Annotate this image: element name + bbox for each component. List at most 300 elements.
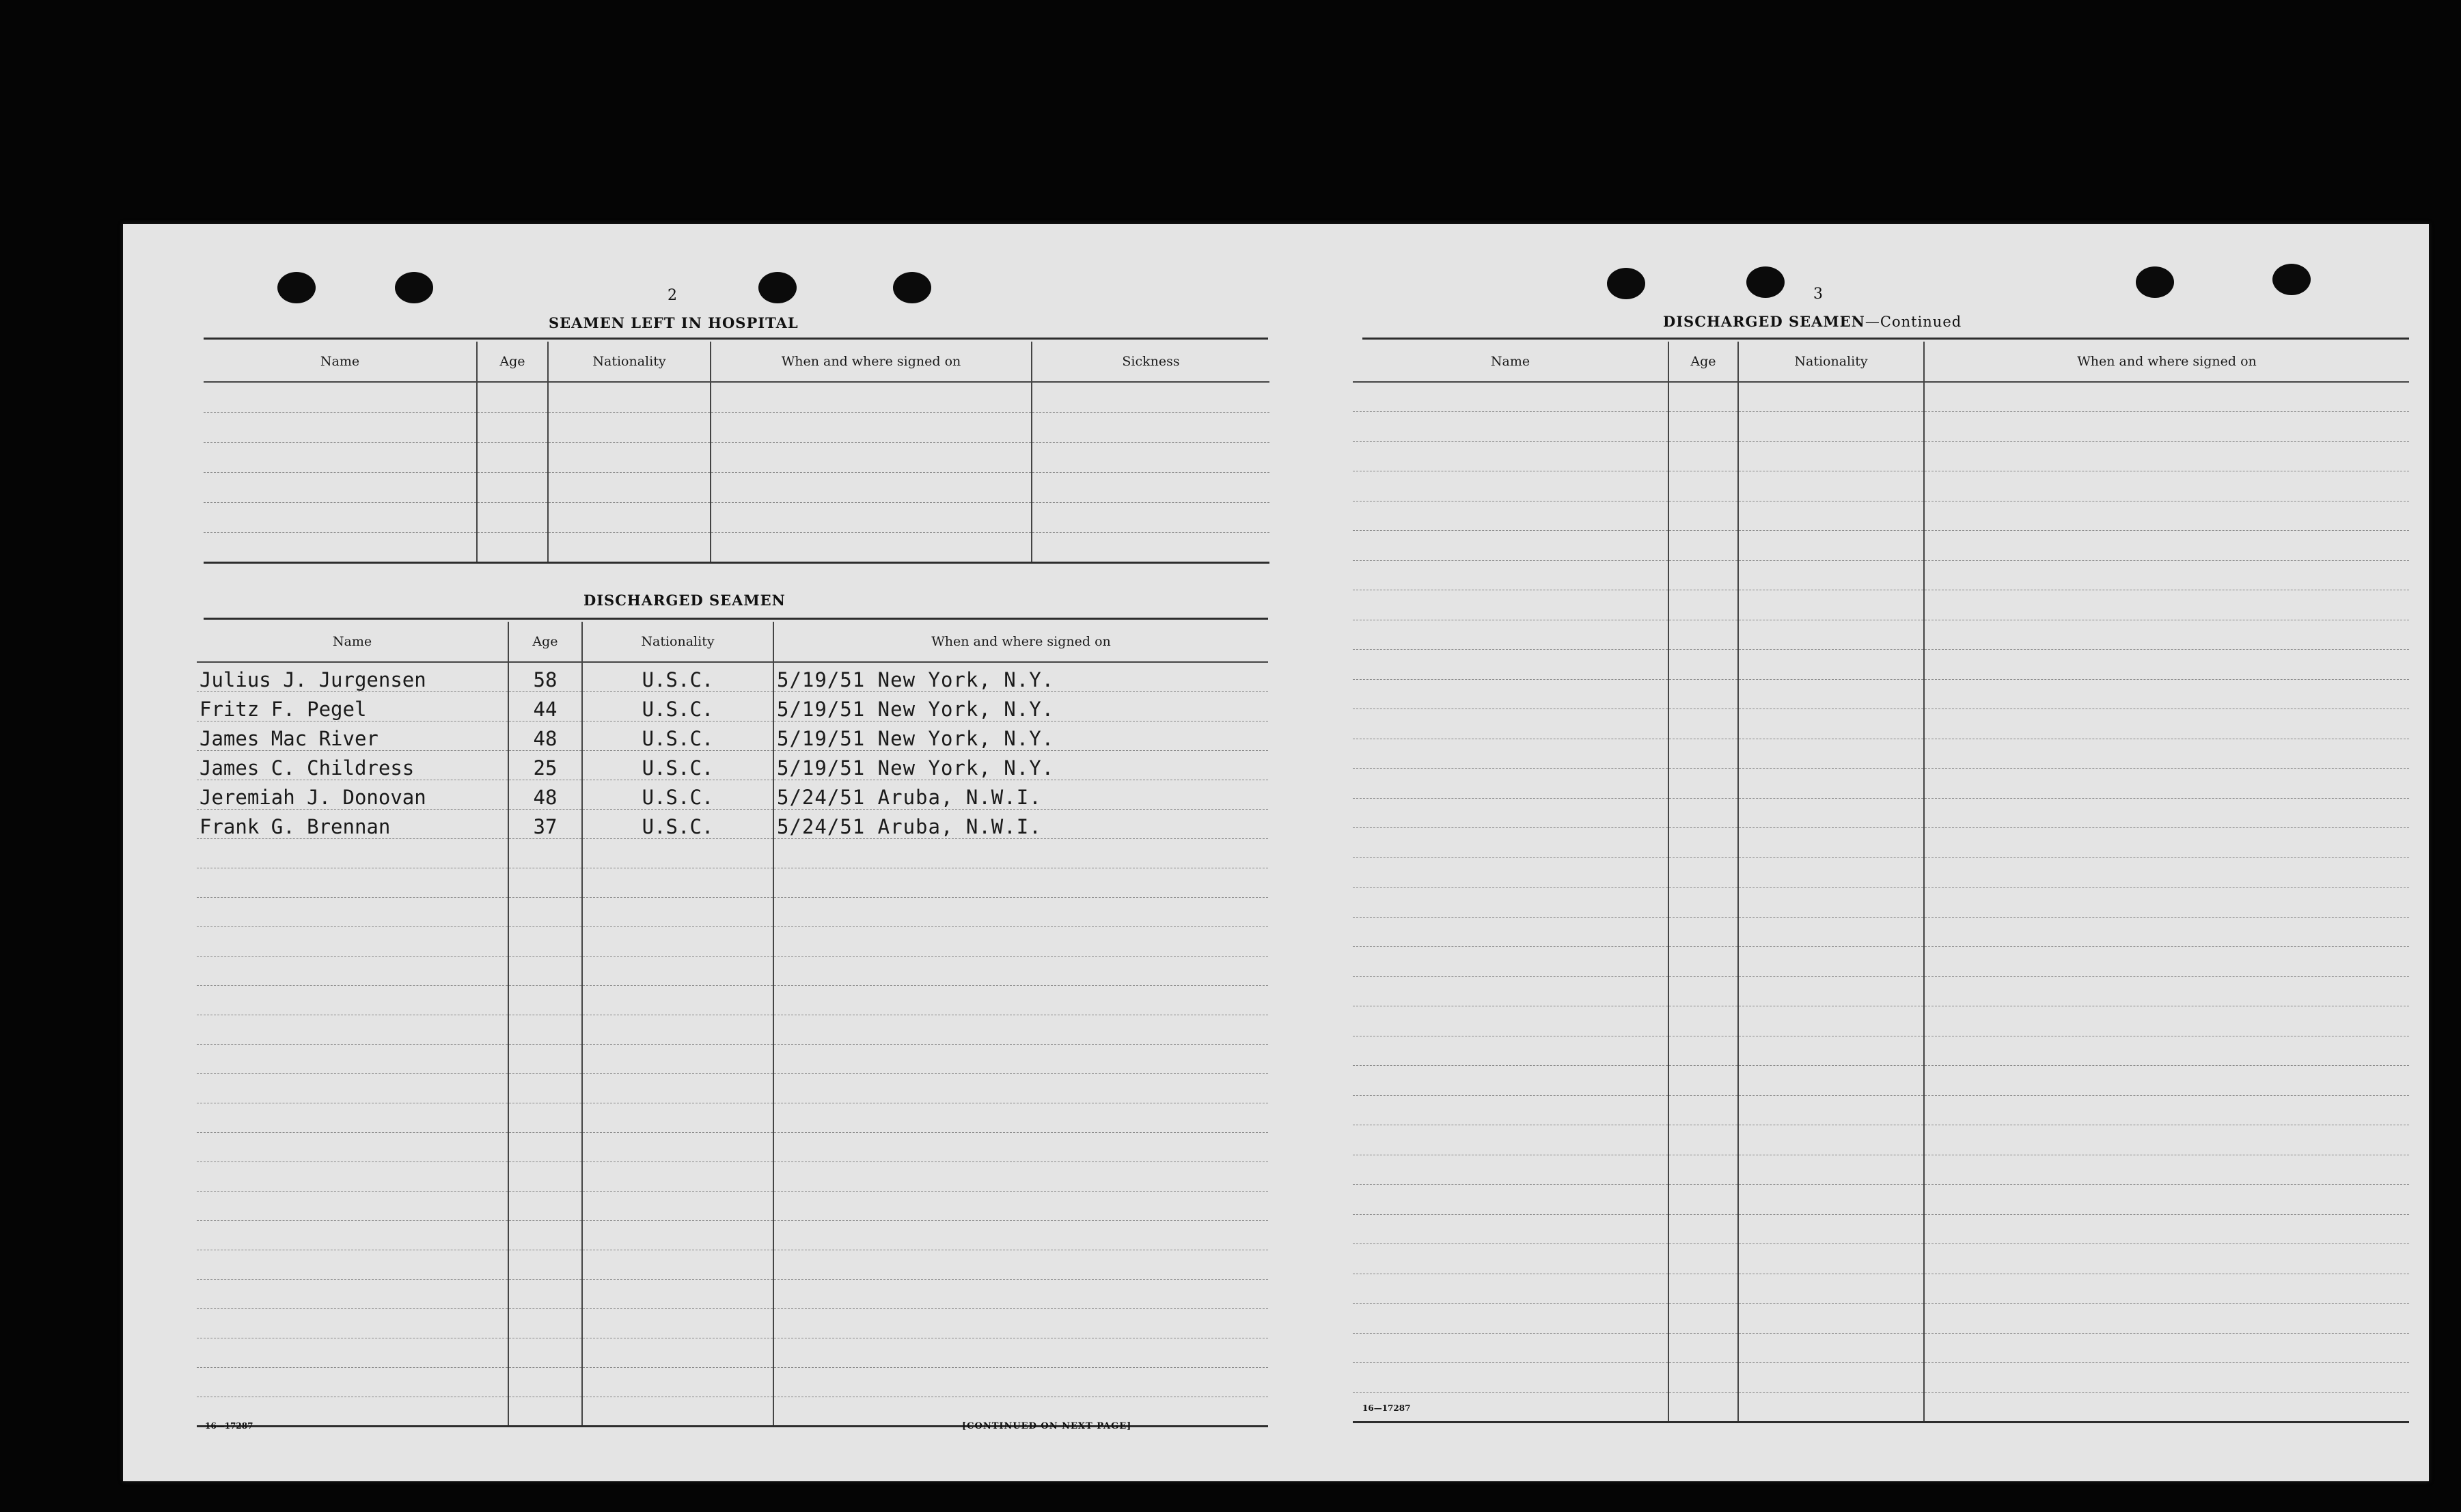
table-row (1353, 1185, 2409, 1215)
cell-nat (582, 1308, 773, 1338)
cell-name (1353, 679, 1668, 709)
cell-nat (582, 1162, 773, 1191)
table-row (1353, 857, 2409, 888)
form-code: 16—17287 (1362, 1403, 1411, 1413)
cell-name (1353, 888, 1668, 918)
cell-name (1353, 441, 1668, 471)
column-header-when-where: When and where signed on (711, 342, 1032, 382)
cell-nat (1738, 1125, 1924, 1155)
cell-name (197, 985, 508, 1015)
cell-nat (1738, 1006, 1924, 1036)
cell-nat (582, 1220, 773, 1250)
cell-where (1924, 1333, 2409, 1363)
cell-name (204, 502, 477, 532)
cell-where (773, 926, 1268, 956)
punch-hole (893, 272, 931, 303)
cell-nat (1738, 1185, 1924, 1215)
cell-nat (582, 1279, 773, 1308)
cell-nat (582, 1044, 773, 1073)
cell-nat (1738, 976, 1924, 1006)
cell-where (1924, 947, 2409, 977)
cell-where (1924, 709, 2409, 739)
form-code: 16—17287 (205, 1421, 253, 1431)
column-header-when-where: When and where signed on (773, 622, 1268, 662)
column-header-age: Age (508, 622, 582, 662)
cell-age (1668, 531, 1738, 561)
hospital-table (204, 342, 1269, 564)
column-header-sickness: Sickness (1032, 342, 1269, 382)
cell-where (1924, 650, 2409, 680)
cell-where (711, 532, 1032, 562)
cell-nat (1738, 1392, 1924, 1422)
cell-where (1924, 1214, 2409, 1244)
table-row (1353, 1095, 2409, 1125)
cell-nat (548, 442, 711, 472)
cell-name (1353, 1095, 1668, 1125)
cell-name (1353, 620, 1668, 650)
cell-where (1924, 501, 2409, 531)
cell-where (773, 1044, 1268, 1073)
cell-nat (1738, 739, 1924, 769)
cell-age (477, 532, 548, 562)
cell-age (1668, 1066, 1738, 1096)
cell-where: 5/19/51 New York, N.Y. (773, 721, 1268, 750)
cell-nat (1738, 441, 1924, 471)
cell-where (1924, 1363, 2409, 1393)
cell-age (1668, 1214, 1738, 1244)
cell-name (197, 1191, 508, 1220)
cell-name (197, 1250, 508, 1279)
cell-sick (1032, 502, 1269, 532)
cell-where (711, 382, 1032, 412)
cell-age (1668, 1333, 1738, 1363)
cell-nat (582, 838, 773, 868)
cell-name (197, 897, 508, 926)
cell-name (197, 1073, 508, 1103)
table-row (1353, 679, 2409, 709)
table-row (1353, 382, 2409, 412)
cell-where (1924, 1125, 2409, 1155)
cell-age (1668, 412, 1738, 442)
cell-name: Jeremiah J. Donovan (197, 780, 508, 809)
table-row (197, 1191, 1268, 1220)
cell-name (197, 838, 508, 868)
cell-nat (582, 1367, 773, 1397)
cell-name (1353, 947, 1668, 977)
cell-age (1668, 888, 1738, 918)
cell-where (773, 897, 1268, 926)
cell-where (773, 1015, 1268, 1044)
title-main: DISCHARGED SEAMEN (1663, 313, 1865, 330)
cell-where (1924, 769, 2409, 799)
cell-age: 44 (508, 691, 582, 721)
cell-nat (1738, 798, 1924, 828)
punch-hole (2272, 264, 2311, 295)
cell-age (1668, 1274, 1738, 1304)
cell-nat (1738, 828, 1924, 858)
cell-nat (1738, 382, 1924, 412)
cell-nat (582, 868, 773, 897)
cell-name (1353, 501, 1668, 531)
cell-where (1924, 531, 2409, 561)
cell-where (1924, 1066, 2409, 1096)
table-row (197, 868, 1268, 897)
table-row (197, 780, 1268, 809)
cell-name (1353, 1006, 1668, 1036)
cell-nat (548, 502, 711, 532)
cell-where (773, 1162, 1268, 1191)
cell-age: 48 (508, 780, 582, 809)
cell-where (1924, 1304, 2409, 1334)
cell-nat (548, 412, 711, 442)
table-row (1353, 412, 2409, 442)
table-row (197, 956, 1268, 985)
cell-name (1353, 1363, 1668, 1393)
cell-where (1924, 590, 2409, 620)
cell-nat (548, 472, 711, 502)
cell-sick (1032, 472, 1269, 502)
discharged-continued-table (1353, 342, 2409, 1423)
table-row (1353, 798, 2409, 828)
table-row (197, 1367, 1268, 1397)
cell-age (1668, 1244, 1738, 1274)
table-row (1353, 1036, 2409, 1066)
cell-name (197, 1015, 508, 1044)
cell-where (1924, 1392, 2409, 1422)
cell-age (1668, 709, 1738, 739)
cell-age (1668, 947, 1738, 977)
cell-sick (1032, 442, 1269, 472)
cell-where (1924, 1244, 2409, 1274)
manifest-sheet (123, 224, 2429, 1481)
cell-where (1924, 441, 2409, 471)
cell-nat (1738, 917, 1924, 947)
cell-where (773, 1279, 1268, 1308)
section-rule (204, 338, 1268, 340)
cell-age (1668, 590, 1738, 620)
cell-age (1668, 679, 1738, 709)
cell-nat (1738, 1066, 1924, 1096)
cell-sick (1032, 412, 1269, 442)
cell-name (1353, 531, 1668, 561)
cell-nat (582, 956, 773, 985)
cell-age (477, 442, 548, 472)
cell-nat (1738, 620, 1924, 650)
cell-name (1353, 976, 1668, 1006)
cell-nat (1738, 412, 1924, 442)
cell-where (773, 838, 1268, 868)
cell-name (1353, 1333, 1668, 1363)
cell-age (508, 956, 582, 985)
cell-nat (582, 1338, 773, 1367)
cell-where (773, 985, 1268, 1015)
page-number: 2 (668, 287, 677, 304)
cell-age (1668, 828, 1738, 858)
table-row (197, 1162, 1268, 1191)
cell-name (1353, 1244, 1668, 1274)
table-row (197, 1308, 1268, 1338)
cell-age (477, 382, 548, 412)
cell-age (508, 868, 582, 897)
table-row (197, 809, 1268, 838)
section-rule (1362, 338, 2409, 340)
cell-age (508, 1367, 582, 1397)
table-row (1353, 501, 2409, 531)
cell-age (508, 1397, 582, 1426)
cell-nat (1738, 1363, 1924, 1393)
table-row (204, 412, 1269, 442)
cell-where (773, 1250, 1268, 1279)
punch-hole (758, 272, 797, 303)
discharged-continued-title (1663, 313, 1962, 330)
cell-nat (1738, 1095, 1924, 1125)
cell-where (1924, 620, 2409, 650)
table-row (1353, 1392, 2409, 1422)
cell-nat (1738, 650, 1924, 680)
table-row (1353, 620, 2409, 650)
cell-name (1353, 590, 1668, 620)
cell-name: James C. Childress (197, 750, 508, 780)
table-row (204, 382, 1269, 412)
table-row (204, 502, 1269, 532)
cell-age (1668, 1006, 1738, 1036)
cell-age (1668, 857, 1738, 888)
cell-name (197, 1044, 508, 1073)
cell-where (1924, 1274, 2409, 1304)
cell-where (711, 502, 1032, 532)
cell-where (1924, 560, 2409, 590)
cell-age: 37 (508, 809, 582, 838)
cell-age (477, 412, 548, 442)
discharged-seamen-table (197, 622, 1268, 1427)
cell-age (508, 1220, 582, 1250)
continued-note: [CONTINUED ON NEXT PAGE] (962, 1421, 1132, 1431)
discharged-section-title: DISCHARGED SEAMEN (583, 592, 786, 609)
cell-age (1668, 382, 1738, 412)
table-row (1353, 590, 2409, 620)
table-row (1353, 1125, 2409, 1155)
punch-hole (1607, 268, 1645, 299)
cell-name (197, 1308, 508, 1338)
cell-nat (582, 897, 773, 926)
table-row (1353, 769, 2409, 799)
table-row (197, 926, 1268, 956)
table-row (197, 1220, 1268, 1250)
table-row (197, 662, 1268, 691)
cell-where (711, 412, 1032, 442)
cell-nat (1738, 857, 1924, 888)
cell-where (773, 1338, 1268, 1367)
cell-age (1668, 471, 1738, 501)
table-row (1353, 441, 2409, 471)
cell-age (1668, 1155, 1738, 1185)
column-header-name: Name (204, 342, 477, 382)
cell-nat (582, 1250, 773, 1279)
cell-nat (582, 1191, 773, 1220)
cell-where (773, 1191, 1268, 1220)
cell-nat (1738, 1036, 1924, 1066)
cell-age (1668, 1036, 1738, 1066)
cell-where (773, 1073, 1268, 1103)
cell-nat (1738, 471, 1924, 501)
cell-where (1924, 1036, 2409, 1066)
cell-name (1353, 650, 1668, 680)
table-row (1353, 650, 2409, 680)
cell-age (508, 1279, 582, 1308)
cell-name (1353, 917, 1668, 947)
cell-nat (1738, 888, 1924, 918)
cell-nat: U.S.C. (582, 780, 773, 809)
cell-age (508, 1162, 582, 1191)
cell-name (1353, 1036, 1668, 1066)
table-row (197, 897, 1268, 926)
cell-nat (582, 1073, 773, 1103)
cell-age: 58 (508, 662, 582, 691)
table-row (1353, 560, 2409, 590)
cell-age: 25 (508, 750, 582, 780)
cell-where (1924, 1095, 2409, 1125)
cell-where (1924, 976, 2409, 1006)
cell-name (1353, 828, 1668, 858)
cell-age (1668, 560, 1738, 590)
cell-name (204, 442, 477, 472)
cell-nat (1738, 590, 1924, 620)
cell-where: 5/24/51 Aruba, N.W.I. (773, 780, 1268, 809)
table-row (197, 1250, 1268, 1279)
cell-nat (582, 985, 773, 1015)
table-row (197, 1073, 1268, 1103)
cell-where (1924, 382, 2409, 412)
cell-sick (1032, 532, 1269, 562)
cell-age (508, 1191, 582, 1220)
cell-name (1353, 798, 1668, 828)
cell-age (1668, 620, 1738, 650)
column-header-nationality: Nationality (582, 622, 773, 662)
cell-name (1353, 1066, 1668, 1096)
cell-nat (1738, 501, 1924, 531)
table-row (1353, 976, 2409, 1006)
cell-age (477, 472, 548, 502)
cell-where (1924, 1155, 2409, 1185)
cell-name (1353, 1214, 1668, 1244)
cell-age (1668, 1304, 1738, 1334)
cell-age (508, 1338, 582, 1367)
cell-name: Fritz F. Pegel (197, 691, 508, 721)
cell-age (508, 926, 582, 956)
table-row (1353, 1066, 2409, 1096)
cell-age (508, 1308, 582, 1338)
table-row (1353, 1006, 2409, 1036)
cell-name (197, 926, 508, 956)
cell-age (1668, 976, 1738, 1006)
table-row (197, 750, 1268, 780)
cell-age (508, 1250, 582, 1279)
table-row (1353, 1274, 2409, 1304)
cell-nat (1738, 1333, 1924, 1363)
cell-name (1353, 769, 1668, 799)
cell-where (711, 442, 1032, 472)
table-row (1353, 1214, 2409, 1244)
cell-nat (548, 532, 711, 562)
cell-age (508, 1103, 582, 1132)
cell-name (204, 382, 477, 412)
punch-hole (395, 272, 433, 303)
hospital-section-title: SEAMEN LEFT IN HOSPITAL (549, 314, 799, 331)
cell-where (773, 1367, 1268, 1397)
cell-where (1924, 679, 2409, 709)
cell-name (197, 1367, 508, 1397)
cell-name (197, 1338, 508, 1367)
section-rule (204, 618, 1268, 620)
table-row (197, 1015, 1268, 1044)
punch-hole (1746, 266, 1785, 298)
cell-name (1353, 1274, 1668, 1304)
cell-name (204, 412, 477, 442)
cell-age (1668, 798, 1738, 828)
cell-where (1924, 798, 2409, 828)
column-header-when-where: When and where signed on (1924, 342, 2409, 382)
cell-where (773, 956, 1268, 985)
cell-name (197, 1132, 508, 1162)
cell-where (1924, 917, 2409, 947)
cell-nat (582, 1132, 773, 1162)
column-header-name: Name (197, 622, 508, 662)
cell-nat (1738, 1155, 1924, 1185)
cell-where: 5/19/51 New York, N.Y. (773, 662, 1268, 691)
cell-name (1353, 857, 1668, 888)
cell-name (1353, 471, 1668, 501)
cell-age (508, 1132, 582, 1162)
table-row (1353, 828, 2409, 858)
table-row (197, 985, 1268, 1015)
cell-age (1668, 1392, 1738, 1422)
cell-where: 5/19/51 New York, N.Y. (773, 750, 1268, 780)
punch-hole (2136, 266, 2174, 298)
column-header-age: Age (1668, 342, 1738, 382)
cell-nat (1738, 1214, 1924, 1244)
cell-age (508, 1015, 582, 1044)
cell-where: 5/24/51 Aruba, N.W.I. (773, 809, 1268, 838)
table-row (197, 1132, 1268, 1162)
cell-age (508, 1073, 582, 1103)
cell-name (197, 1279, 508, 1308)
title-suffix: —Continued (1865, 314, 1962, 330)
table-row (1353, 531, 2409, 561)
cell-name (1353, 412, 1668, 442)
cell-where (1924, 828, 2409, 858)
cell-nat (582, 1397, 773, 1426)
cell-nat: U.S.C. (582, 809, 773, 838)
table-row (1353, 947, 2409, 977)
cell-nat: U.S.C. (582, 662, 773, 691)
table-row (197, 1103, 1268, 1132)
cell-name (1353, 560, 1668, 590)
cell-where (1924, 857, 2409, 888)
table-row (1353, 917, 2409, 947)
cell-where (773, 1132, 1268, 1162)
column-header-name: Name (1353, 342, 1668, 382)
table-row (1353, 1244, 2409, 1274)
cell-name: Julius J. Jurgensen (197, 662, 508, 691)
cell-where (711, 472, 1032, 502)
cell-sick (1032, 382, 1269, 412)
cell-name (1353, 739, 1668, 769)
cell-age (1668, 441, 1738, 471)
table-row (204, 532, 1269, 562)
cell-name: Frank G. Brennan (197, 809, 508, 838)
column-header-nationality: Nationality (548, 342, 711, 382)
table-row (204, 472, 1269, 502)
